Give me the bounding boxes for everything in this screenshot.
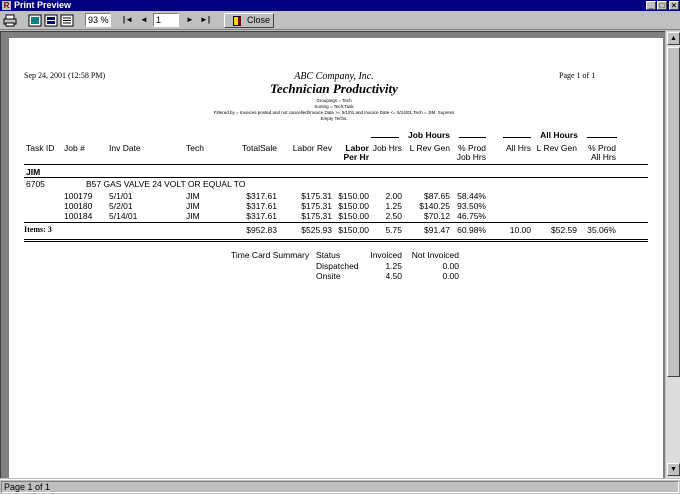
title-bar bbox=[0, 0, 680, 11]
next-page-icon[interactable]: ► bbox=[186, 15, 194, 24]
scroll-up-icon[interactable]: ▲ bbox=[667, 32, 680, 45]
last-page-icon[interactable]: ►| bbox=[199, 15, 211, 24]
row-per-hr: $150.00 bbox=[338, 211, 369, 221]
row-pct: 58.44% bbox=[457, 191, 486, 201]
vertical-scrollbar[interactable] bbox=[665, 31, 680, 478]
time-card-not-invoiced: 0.00 bbox=[442, 261, 459, 271]
report-page-label: Page 1 of 1 bbox=[559, 71, 596, 80]
job-hours-header: Job Hours bbox=[399, 130, 459, 140]
row-l-rev-gen: $140.25 bbox=[419, 201, 450, 211]
status-bar bbox=[0, 479, 680, 494]
col-l-rev-gen-all: L Rev Gen bbox=[536, 143, 577, 153]
total-l-rev-gen-all: $52.59 bbox=[551, 225, 577, 235]
col-labor-per-hr-2: Per Hr bbox=[343, 152, 369, 162]
col-pct-prod-job-1: % Prod bbox=[458, 143, 486, 153]
row-job-hrs: 1.25 bbox=[385, 201, 402, 211]
page-number-field[interactable]: 1 bbox=[153, 13, 179, 27]
all-hours-header: All Hours bbox=[531, 130, 587, 140]
double-rule-top bbox=[24, 239, 648, 240]
time-card-not-invoiced-header: Not Invoiced bbox=[411, 250, 459, 260]
row-tech: JIM bbox=[186, 201, 200, 211]
scroll-thumb[interactable] bbox=[667, 47, 680, 377]
window-close-button[interactable]: × bbox=[669, 1, 679, 10]
minimize-button[interactable]: _ bbox=[646, 1, 656, 10]
row-date: 5/14/01 bbox=[109, 211, 138, 221]
row-l-rev-gen: $70.12 bbox=[424, 211, 450, 221]
row-l-rev-gen: $87.65 bbox=[424, 191, 450, 201]
row-labor-rev: $175.31 bbox=[301, 211, 332, 221]
double-rule-bottom bbox=[24, 241, 648, 242]
col-all-hrs: All Hrs bbox=[505, 143, 531, 153]
groupings-line: Groupings = Tech bbox=[316, 98, 352, 103]
col-inv-date: Inv Date bbox=[109, 143, 141, 153]
row-tech: JIM bbox=[186, 211, 200, 221]
task-id: 6705 bbox=[26, 179, 45, 189]
row-date: 5/2/01 bbox=[109, 201, 133, 211]
row-labor-rev: $175.31 bbox=[301, 191, 332, 201]
col-l-rev-gen: L Rev Gen bbox=[409, 143, 450, 153]
total-l-rev-gen: $91.47 bbox=[424, 225, 450, 235]
report-title: Technician Productivity bbox=[270, 81, 398, 96]
filter-line-2: Empty Techs. bbox=[320, 116, 348, 121]
one-page-icon[interactable] bbox=[28, 14, 42, 27]
toolbar bbox=[0, 11, 680, 30]
total-job-hrs: 5.75 bbox=[385, 225, 402, 235]
prev-page-icon[interactable]: ◄ bbox=[140, 15, 148, 24]
col-total-sale: TotalSale bbox=[242, 143, 277, 153]
total-all-hrs: 10.00 bbox=[509, 225, 531, 235]
row-job: 100180 bbox=[64, 201, 93, 211]
app-icon: R bbox=[3, 1, 10, 10]
col-pct-prod-all-1: % Prod bbox=[588, 143, 616, 153]
two-page-icon[interactable] bbox=[44, 14, 58, 27]
row-per-hr: $150.00 bbox=[338, 201, 369, 211]
row-total-sale: $317.61 bbox=[246, 211, 277, 221]
col-labor-per-hr-1: Labor bbox=[345, 143, 369, 153]
status-text: Page 1 of 1 bbox=[1, 481, 679, 493]
items-count: Items: 3 bbox=[24, 225, 52, 234]
col-pct-prod-all-2: All Hrs bbox=[590, 152, 616, 162]
task-description: B57 GAS VALVE 24 VOLT OR EQUAL TO bbox=[86, 179, 246, 189]
row-date: 5/1/01 bbox=[109, 191, 133, 201]
col-pct-prod-job-2: Job Hrs bbox=[456, 152, 486, 162]
total-per-hr: $150.00 bbox=[338, 225, 369, 235]
row-job: 100179 bbox=[64, 191, 93, 201]
time-card-not-invoiced: 0.00 bbox=[442, 271, 459, 281]
time-card-status: Onsite bbox=[316, 271, 341, 281]
row-total-sale: $317.61 bbox=[246, 191, 277, 201]
time-card-status-header: Status bbox=[316, 250, 341, 260]
time-card-status: Dispatched bbox=[316, 261, 359, 271]
tech-group-label: JIM bbox=[26, 167, 41, 177]
header-rule bbox=[24, 164, 648, 165]
report-page bbox=[9, 38, 663, 478]
filter-line: Filtered by = Invoices posted and not cancelled/Invoice Date >= 5/1/01 and Invoice Date <= 5/14/01.Tech = JIM. Supress bbox=[213, 110, 455, 115]
row-per-hr: $150.00 bbox=[338, 191, 369, 201]
totals-rule bbox=[24, 222, 648, 223]
total-sale: $952.83 bbox=[246, 225, 277, 235]
sorting-line: Sorting = Tech;Task bbox=[314, 104, 354, 109]
door-icon bbox=[233, 16, 241, 26]
close-button[interactable] bbox=[224, 13, 274, 28]
first-page-icon[interactable]: |◄ bbox=[122, 15, 134, 24]
col-job-no: Job # bbox=[64, 143, 85, 153]
total-pct: 60.98% bbox=[457, 225, 486, 235]
row-total-sale: $317.61 bbox=[246, 201, 277, 211]
window-title: Print Preview bbox=[14, 0, 72, 10]
col-job-hrs: Job Hrs bbox=[372, 143, 402, 153]
row-labor-rev: $175.31 bbox=[301, 201, 332, 211]
row-job-hrs: 2.00 bbox=[385, 191, 402, 201]
row-pct: 93.50% bbox=[457, 201, 486, 211]
multi-page-icon[interactable] bbox=[60, 14, 74, 27]
row-tech: JIM bbox=[186, 191, 200, 201]
col-labor-rev: Labor Rev bbox=[292, 143, 332, 153]
col-tech: Tech bbox=[186, 143, 204, 153]
printer-icon[interactable] bbox=[3, 14, 17, 27]
total-labor-rev: $525.93 bbox=[301, 225, 332, 235]
time-card-invoiced-header: Invoiced bbox=[370, 250, 402, 260]
company-name: ABC Company, Inc. bbox=[294, 71, 374, 82]
report-date: Sep 24, 2001 (12:58 PM) bbox=[24, 71, 106, 80]
time-card-title: Time Card Summary bbox=[231, 250, 310, 260]
total-pct-all: 35.06% bbox=[587, 225, 616, 235]
zoom-field[interactable]: 93 % bbox=[85, 13, 111, 27]
row-job-hrs: 2.50 bbox=[385, 211, 402, 221]
close-button-label: Close bbox=[247, 15, 271, 25]
time-card-invoiced: 4.50 bbox=[385, 271, 402, 281]
maximize-button[interactable]: □ bbox=[657, 1, 667, 10]
row-pct: 46.75% bbox=[457, 211, 486, 221]
row-job: 100184 bbox=[64, 211, 93, 221]
group-rule bbox=[24, 177, 648, 178]
time-card-invoiced: 1.25 bbox=[385, 261, 402, 271]
scroll-down-icon[interactable]: ▼ bbox=[667, 463, 680, 476]
col-task-id: Task ID bbox=[26, 143, 55, 153]
